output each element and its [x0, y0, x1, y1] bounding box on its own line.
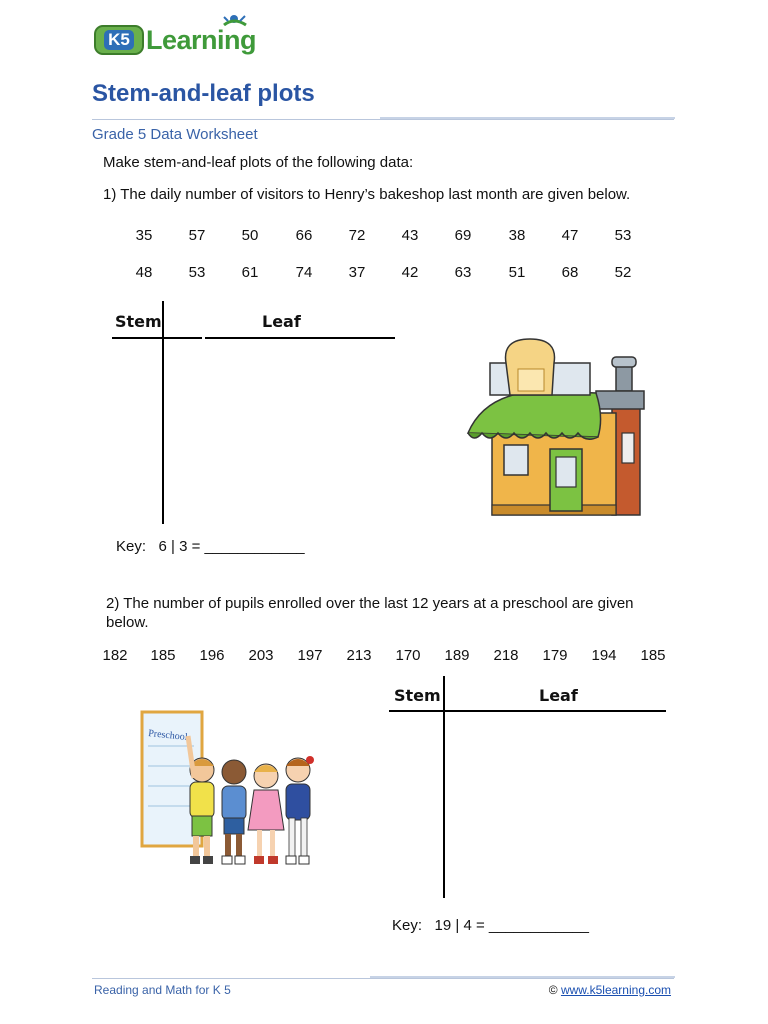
q2-value: 179	[542, 647, 568, 664]
footer-copyright	[549, 983, 671, 997]
q1-value: 72	[348, 227, 366, 244]
q1-value: 43	[401, 227, 419, 244]
preschool-children-illustration	[136, 706, 324, 876]
logo-word: Learning	[146, 24, 257, 55]
q2-value: 194	[591, 647, 617, 664]
q1-value: 74	[295, 264, 313, 281]
q1-value: 38	[508, 227, 526, 244]
k5-badge-text: K5	[104, 30, 134, 50]
footer-tagline: Reading and Math for K 5	[94, 983, 231, 997]
q1-value: 68	[561, 264, 579, 281]
q1-divider-line	[162, 301, 164, 524]
q1-value: 63	[454, 264, 472, 281]
q1-key-label: Key:	[116, 538, 147, 555]
q2-value: 182	[102, 647, 128, 664]
q1-value: 53	[188, 264, 206, 281]
k5-badge	[94, 25, 144, 55]
q2-value: 203	[248, 647, 274, 664]
q2-key	[392, 917, 589, 934]
page-title: Stem-and-leaf plots	[92, 80, 315, 107]
q1-value: 66	[295, 227, 313, 244]
q2-prompt-line-2: below.	[106, 614, 149, 631]
q2-divider-line	[443, 676, 445, 898]
q1-value: 37	[348, 264, 366, 281]
q1-value: 53	[614, 227, 632, 244]
q1-stem-header: Stem	[115, 312, 162, 331]
q2-value: 197	[297, 647, 323, 664]
q1-key-value: 6 | 3 =	[158, 538, 201, 555]
q2-key-label: Key:	[392, 917, 423, 934]
q2-value: 185	[150, 647, 176, 664]
copyright-symbol: ©	[548, 983, 558, 997]
q1-value: 42	[401, 264, 419, 281]
q1-stem-underline	[112, 337, 202, 339]
q2-header-underline	[389, 710, 666, 712]
q1-value: 57	[188, 227, 206, 244]
page-subtitle: Grade 5 Data Worksheet	[92, 126, 258, 143]
q2-key-blank: ____________	[488, 917, 589, 934]
instruction-text: Make stem-and-leaf plots of the following data:	[103, 154, 414, 171]
q2-value: 218	[493, 647, 519, 664]
q1-leaf-header: Leaf	[262, 312, 301, 331]
q2-key-value: 19 | 4 =	[434, 917, 485, 934]
bakeshop-illustration	[466, 333, 646, 518]
q1-value: 69	[454, 227, 472, 244]
k5-logo	[94, 20, 257, 60]
q2-value: 189	[444, 647, 470, 664]
q1-value: 52	[614, 264, 632, 281]
q2-value: 185	[640, 647, 666, 664]
q1-key	[116, 538, 305, 555]
q1-value: 48	[135, 264, 153, 281]
q1-value: 61	[241, 264, 259, 281]
q1-value: 50	[241, 227, 259, 244]
header-rule	[92, 119, 674, 120]
q2-prompt-line-1: 2) The number of pupils enrolled over the last 12 years at a preschool are given	[106, 595, 634, 612]
q1-value: 47	[561, 227, 579, 244]
q2-value: 170	[395, 647, 421, 664]
q2-leaf-header: Leaf	[539, 686, 578, 705]
q1-prompt: 1) The daily number of visitors to Henry’s bakeshop last month are given below.	[103, 186, 631, 203]
q2-value: 213	[346, 647, 372, 664]
q1-value: 51	[508, 264, 526, 281]
board-text: Preschool	[147, 728, 189, 744]
q2-value: 196	[199, 647, 225, 664]
q2-stem-header: Stem	[394, 686, 441, 705]
footer-website-link[interactable]: www.k5learning.com	[560, 983, 671, 997]
reading-person-icon	[218, 13, 252, 37]
q1-leaf-underline	[205, 337, 395, 339]
q1-key-blank: ____________	[204, 538, 305, 555]
footer-rule	[92, 978, 674, 979]
q1-value: 35	[135, 227, 153, 244]
